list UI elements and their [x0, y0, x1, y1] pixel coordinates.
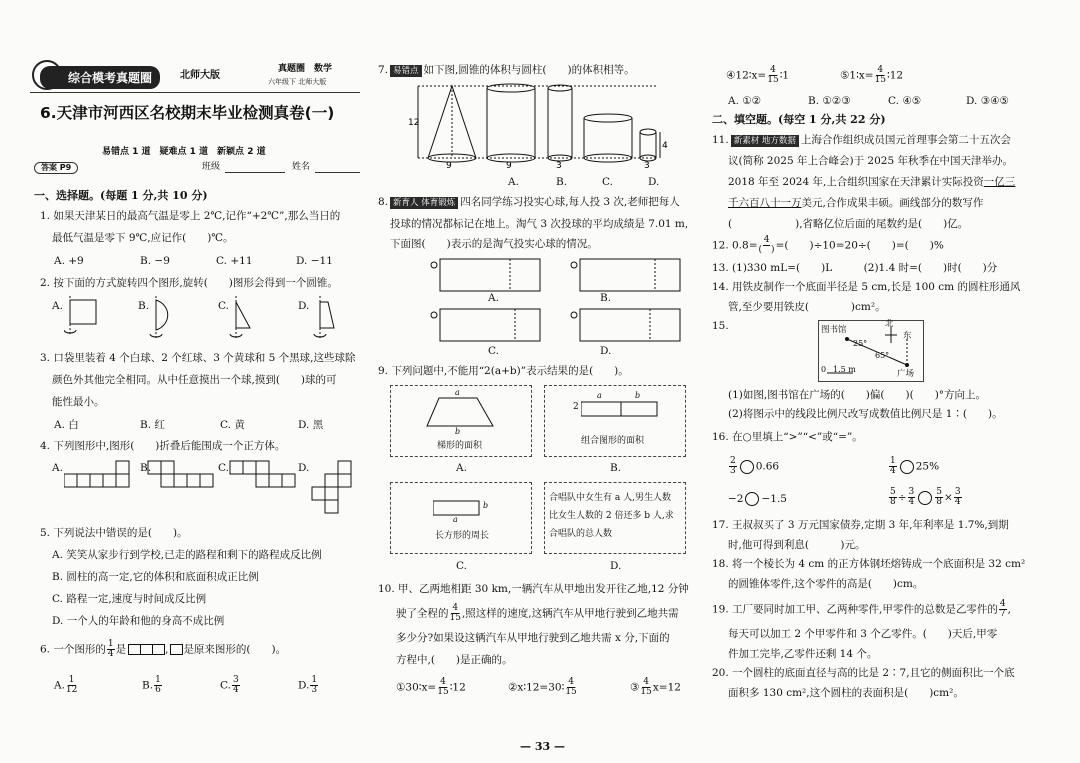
q10-eq1[interactable]: ①30∶x= $\frac{4}{15}$ ∶12 — [396, 677, 466, 697]
q11-line4: 千六百八十一万美元,合作成果丰硕。画线部分的数写作 — [728, 197, 984, 209]
compare-circle-icon[interactable] — [745, 492, 759, 506]
q9-b-var-b: b — [635, 391, 641, 400]
q19-line3: 件加工完毕,乙零件还剩 14 个。 — [728, 648, 878, 660]
q20-line2: 面积多 130 cm²,这个圆柱的表面积是( )cm²。 — [728, 687, 964, 699]
column-left — [30, 0, 370, 763]
stats-line: 易错点 1 道 疑难点 1 道 新颖点 2 道 — [102, 147, 266, 157]
name-blank[interactable] — [315, 172, 360, 173]
q3-option-a[interactable]: A. 白 — [54, 419, 79, 431]
q5-stem: 5. 下列说法中错误的是( )。 — [40, 527, 188, 539]
q2-option-b[interactable]: B. — [138, 300, 150, 312]
q9-box-b-label: 组合图形的面积 — [581, 436, 645, 446]
q16-compare-2[interactable]: $\frac{1}{4}$ 25% — [890, 456, 940, 476]
q7-dim-w3a: 3 — [556, 161, 562, 170]
combined-rect-figure — [581, 400, 661, 420]
q9-c-var-a: a — [453, 515, 458, 524]
q11-line1: 11. 新素材 地方数据 上海合作组织成员国元首理事会第二十五次会 — [712, 134, 1011, 146]
q15-map — [818, 320, 924, 382]
q6-option-a[interactable]: A. $\frac{1}{12}$ — [54, 675, 78, 695]
q1-stem2: 最低气温是零下 9℃,应记作( )℃。 — [52, 232, 234, 244]
section1-heading: 一、选择题。(每题 1 分,共 10 分) — [34, 189, 208, 202]
q7-solids-figure — [408, 80, 678, 170]
compare-circle-icon[interactable] — [918, 491, 932, 505]
column-right — [712, 0, 1042, 763]
q8-stem3: 下面图( )表示的是淘气投实心球的情况。 — [390, 238, 598, 250]
q4-option-c[interactable]: C. — [218, 462, 229, 474]
q5-option-b[interactable]: B. 圆柱的高一定,它的体积和底面积成正比例 — [52, 571, 259, 583]
compare-circle-icon[interactable] — [900, 460, 914, 474]
q6-option-b[interactable]: B. $\frac{1}{6}$ — [142, 675, 161, 695]
q7-dim-w9a: 9 — [446, 161, 452, 170]
q4-nets-figure — [64, 460, 364, 516]
column-middle — [378, 0, 700, 763]
q19-line1: 19. 工厂要同时加工甲、乙两种零件,甲零件的总数是乙零件的 $\frac{4}{7}$ , — [712, 599, 1011, 619]
q3-option-d[interactable]: D. 黑 — [298, 419, 324, 431]
class-label: 班级 — [202, 162, 221, 172]
q2-stem: 2. 按下面的方式旋转四个图形,旋转( )图形会得到一个圆锥。 — [40, 277, 338, 289]
q13-line: 13. (1)330 mL=( )L (2)1.4 时=( )时( )分 — [712, 262, 998, 274]
q11-line3: 2018 年至 2024 年,上合组织国家在天津累计实际投资一亿三 — [728, 176, 1016, 188]
q11-tag: 新素材 地方数据 — [731, 135, 799, 147]
q5-option-c[interactable]: C. 路程一定,速度与时间成反比例 — [52, 593, 207, 605]
q3-stem3: 能性最小。 — [52, 396, 105, 408]
q9-box-a — [390, 385, 532, 457]
series-line1: 真题圈 数学 — [278, 64, 333, 74]
q8-option-a[interactable]: A. — [488, 292, 499, 304]
q7-option-c[interactable]: C. — [602, 176, 613, 188]
q9-box-d — [544, 482, 686, 554]
q15-num: 15. — [712, 320, 729, 332]
q9-b-var-a: a — [597, 391, 602, 400]
q10-choice-d[interactable]: D. ③④⑤ — [966, 95, 1009, 107]
q20-line1: 20. 一个圆柱的底面直径与高的比是 2∶7,且它的侧面积比一个底 — [712, 667, 1015, 679]
q9-option-c[interactable]: C. — [456, 560, 467, 572]
q3-option-b[interactable]: B. 红 — [140, 419, 165, 431]
q7-option-a[interactable]: A. — [508, 176, 519, 188]
q15-angle1: 25° — [853, 339, 868, 348]
q6-option-d[interactable]: D. $\frac{1}{3}$ — [298, 675, 318, 695]
q10-eq2[interactable]: ②x∶12=30∶ $\frac{4}{15}$ — [508, 677, 577, 697]
q15-east: 东 — [903, 331, 912, 341]
q16-compare-4[interactable]: $\frac{5}{8}$ ÷ $\frac{3}{4}$ $\frac{5}{8}$ × $\frac{3}{4}$ — [890, 487, 961, 507]
q8-option-b[interactable]: B. — [600, 292, 612, 304]
q9-box-c-label: 长方形的周长 — [435, 531, 490, 541]
q10-eq4[interactable]: ④12∶x= $\frac{4}{15}$ ∶1 — [726, 65, 790, 85]
q3-option-c[interactable]: C. 黄 — [220, 419, 245, 431]
q15-sub2: (2)将图示中的线段比例尺改写成数值比例尺是 1∶( )。 — [728, 408, 1003, 420]
q7-dim-h4: 4 — [662, 141, 668, 151]
q15-angle2: 65° — [875, 351, 890, 360]
q10-line3: 多少分?如果设这辆汽车从甲地行驶到乙地共需 x 分,下面的 — [396, 632, 670, 644]
q15-square: 广场 — [897, 369, 915, 379]
q9-box-a-label: 梯形的面积 — [437, 441, 483, 451]
q10-choice-a[interactable]: A. ①② — [728, 95, 762, 107]
section2-heading: 二、填空题。(每空 1 分,共 22 分) — [712, 113, 886, 126]
q7-stem: 7. 易错点 如下图,圆锥的体积与圆柱( )的体积相等。 — [378, 64, 635, 76]
q19-line2: 每天可以加工 2 个甲零件和 3 个乙零件。( )天后,甲零 — [728, 628, 998, 640]
q10-choice-c[interactable]: C. ④⑤ — [888, 95, 922, 107]
page-title: 6.天津市河西区名校期末毕业检测真卷(一) — [40, 104, 335, 122]
q8-stem2: 投球的情况都标记在地上。淘气 3 次投球的平均成绩是 7.01 m, — [390, 218, 689, 230]
header-badge: 综合模考真题圈 — [40, 66, 160, 89]
q18-line2: 的圆锥体零件,这个零件的高是( )cm。 — [728, 578, 924, 590]
q9-box-c — [390, 482, 532, 554]
q1-option-d[interactable]: D. −11 — [296, 255, 333, 267]
q1-stem1: 1. 如果天津某日的最高气温是零上 2℃,记作“+2℃”,那么当日的 — [40, 210, 341, 222]
q8-throws-figure — [430, 255, 700, 345]
q8-option-c[interactable]: C. — [488, 345, 499, 357]
q9-box-d-line3: 合唱队的总人数 — [549, 529, 613, 539]
q10-line4: 方程中,( )是正确的。 — [396, 654, 513, 666]
q9-option-a[interactable]: A. — [456, 462, 467, 474]
q8-tag: 新育人 体育锻炼 — [390, 197, 458, 209]
q9-option-b[interactable]: B. — [610, 462, 622, 474]
q7-dim-h12: 12 — [408, 118, 420, 128]
q1-option-a[interactable]: A. +9 — [54, 255, 84, 267]
page-number: — 33 — — [520, 740, 565, 753]
q16-compare-1[interactable]: $\frac{2}{3}$ 0.66 — [730, 456, 780, 476]
compare-circle-icon[interactable] — [740, 460, 754, 474]
q15-library: 图书馆 — [821, 325, 847, 335]
q5-option-a[interactable]: A. 笑笑从家步行到学校,已走的路程和剩下的路程成反比例 — [52, 549, 322, 561]
name-label: 姓名 — [292, 162, 311, 172]
q7-dim-w9b: 9 — [506, 161, 512, 170]
q9-c-var-b: b — [483, 501, 489, 510]
q17-line1: 17. 王叔叔买了 3 万元国家债券,定期 3 年,年利率是 1.7%,到期 — [712, 519, 1009, 531]
q2-option-d[interactable]: D. — [298, 300, 310, 312]
q8-stem1: 8. 新育人 体育锻炼 四名同学练习投实心球,每人投 3 次,老师把每人 — [378, 196, 680, 208]
series-line2: 六年级下 北师大版 — [268, 78, 327, 86]
q10-line1: 10. 甲、乙两地相距 30 km,一辆汽车从甲地出发开往乙地,12 分钟 — [378, 583, 689, 595]
q7-option-d[interactable]: D. — [648, 176, 660, 188]
q9-option-d[interactable]: D. — [610, 560, 622, 572]
q4-stem: 4. 下列图形中,图形( )折叠后能围成一个正方体。 — [40, 440, 286, 452]
q9-stem: 9. 下列问题中,不能用“2(a+b)”表示结果的是( )。 — [378, 365, 629, 377]
q16-compare-3[interactable]: −2 −1.5 — [728, 493, 787, 505]
q9-box-d-line1: 合唱队中女生有 a 人,男生人数 — [549, 493, 671, 503]
q1-option-b[interactable]: B. −9 — [140, 255, 170, 267]
q10-eq3[interactable]: ③ $\frac{4}{15}$ x=12 — [630, 677, 681, 697]
q9-box-d-line2: 比女生人数的 2 倍还多 b 人,求 — [549, 511, 674, 521]
q4-option-a[interactable]: A. — [52, 462, 63, 474]
q15-north: 北 — [885, 319, 894, 329]
q10-choice-b[interactable]: B. ①②③ — [808, 95, 851, 107]
q6-stem: 6. 一个图形的 $\frac{1}{4}$ 是 , 是原来图形的( )。 — [40, 639, 287, 659]
q14-line2: 管,至少要用铁皮( )cm²。 — [728, 301, 886, 313]
q12-line: 12. 0.8= $\frac{4}{( )}$ =( )÷10=20÷( )=( )% — [712, 235, 944, 255]
q8-option-d[interactable]: D. — [600, 345, 612, 357]
q7-option-b[interactable]: B. — [556, 176, 568, 188]
q9-a-var-b: b — [455, 427, 461, 436]
q17-line2: 时,他可得到利息( )元。 — [728, 539, 866, 551]
q5-option-d[interactable]: D. 一个人的年龄和他的身高不成比例 — [52, 615, 225, 627]
class-blank[interactable] — [225, 172, 285, 173]
answer-ref: 答案 P9 — [34, 162, 78, 174]
q15-sub1: (1)如图,图书馆在广场的( )偏( )( )°方向上。 — [728, 389, 987, 401]
q1-option-c[interactable]: C. +11 — [216, 255, 253, 267]
q14-line1: 14. 用铁皮制作一个底面半径是 5 cm,长是 100 cm 的圆柱形通风 — [712, 281, 1021, 293]
q10-line2: 驶了全程的 $\frac{4}{15}$ ,照这样的速度,这辆汽车从甲地行驶到乙地共需 — [396, 603, 679, 623]
q4-option-b[interactable]: B. — [140, 462, 152, 474]
q18-line1: 18. 将一个棱长为 4 cm 的正方体钢坯熔铸成一个底面积是 32 cm² — [712, 558, 1026, 570]
q2-option-a[interactable]: A. — [52, 300, 63, 312]
q10-eq5[interactable]: ⑤1∶x= $\frac{4}{15}$ ∶12 — [840, 65, 904, 85]
q11-line5: ( ),省略亿位后面的尾数约是( )亿。 — [728, 218, 969, 230]
q9-a-var-a: a — [455, 388, 460, 397]
header-divider — [30, 92, 360, 93]
q3-stem1: 3. 口袋里装着 4 个白球、2 个红球、3 个黄球和 5 个黑球,这些球除 — [40, 352, 356, 364]
q2-shapes-figure — [64, 296, 364, 344]
q9-box-b — [544, 385, 686, 457]
q11-line2: 议(简称 2025 年上合峰会)于 2025 年秋季在中国天津举办。 — [728, 155, 1013, 167]
q4-option-d[interactable]: D. — [298, 462, 310, 474]
q7-dim-w3b: 3 — [644, 161, 650, 170]
trapezoid-figure — [421, 392, 501, 432]
q16-stem: 16. 在○里填上“>”“<”或“=”。 — [712, 431, 863, 443]
q15-scale-zero: 0 — [821, 365, 827, 374]
q3-stem2: 颜色外其他完全相同。从中任意摸出一个球,摸到( )球的可 — [52, 374, 337, 386]
q7-tag: 易错点 — [390, 65, 422, 77]
edition-label: 北师大版 — [180, 70, 220, 81]
q9-b-num2: 2 — [573, 402, 579, 412]
q15-scale-length: 1.5 m — [833, 365, 856, 374]
q6-option-c[interactable]: C. $\frac{3}{4}$ — [220, 675, 239, 695]
q2-option-c[interactable]: C. — [218, 300, 229, 312]
